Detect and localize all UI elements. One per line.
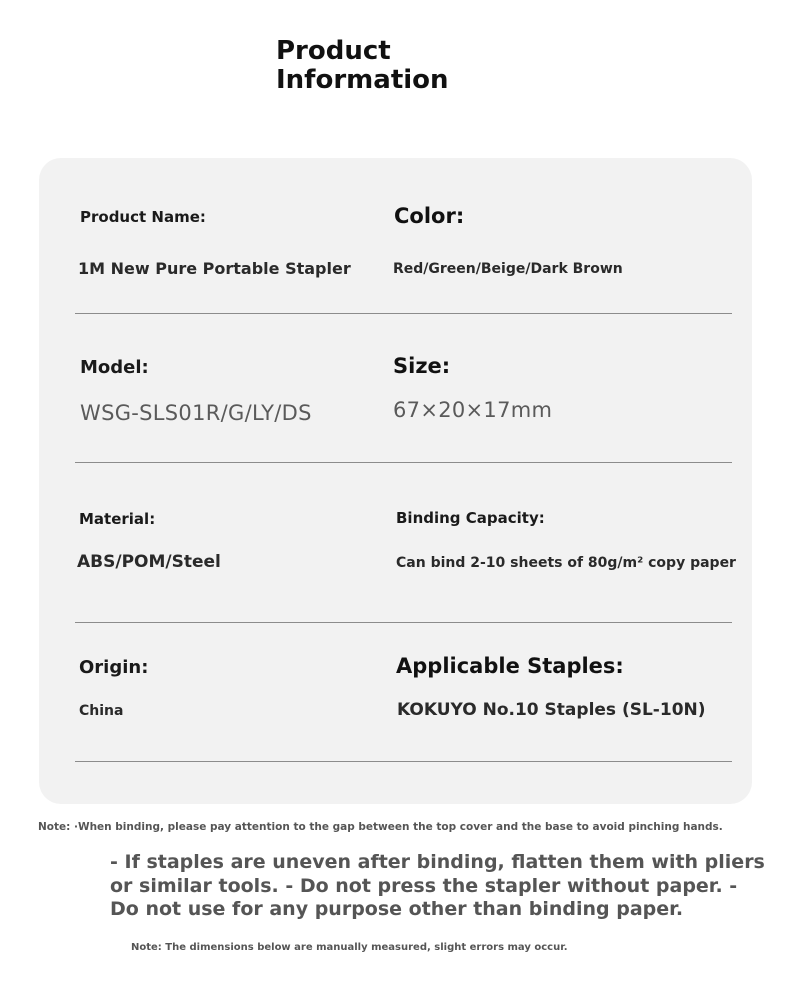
applicable-staples-value: KOKUYO No.10 Staples (SL-10N) bbox=[397, 700, 706, 720]
binding-note: Note: ·When binding, please pay attention to the gap between the top cover and the base to avoid pinching hands. bbox=[38, 821, 723, 833]
row-divider bbox=[75, 761, 732, 762]
model-label: Model: bbox=[80, 357, 149, 378]
binding-capacity-label: Binding Capacity: bbox=[396, 509, 545, 527]
binding-capacity-value: Can bind 2-10 sheets of 80g/m² copy paper bbox=[396, 555, 736, 571]
color-label: Color: bbox=[394, 204, 465, 228]
material-value: ABS/POM/Steel bbox=[77, 552, 221, 572]
product-name-label: Product Name: bbox=[80, 208, 206, 226]
page-title: Product Information bbox=[276, 36, 449, 95]
color-value: Red/Green/Beige/Dark Brown bbox=[393, 261, 623, 277]
row-divider bbox=[75, 313, 732, 314]
dimension-note: Note: The dimensions below are manually measured, slight errors may occur. bbox=[131, 942, 568, 953]
size-value: 67×20×17mm bbox=[393, 398, 553, 422]
applicable-staples-label: Applicable Staples: bbox=[396, 654, 624, 678]
size-label: Size: bbox=[393, 354, 451, 378]
product-name-value: 1M New Pure Portable Stapler bbox=[78, 259, 351, 278]
spec-card bbox=[39, 158, 752, 804]
row-divider bbox=[75, 622, 732, 623]
material-label: Material: bbox=[79, 510, 156, 528]
origin-value: China bbox=[79, 703, 124, 719]
usage-warnings: - If staples are uneven after binding, flatten them with pliers or similar tools. - Do not press the stapler without paper. - Do not use for any purpose other than binding paper. bbox=[110, 851, 765, 920]
row-divider bbox=[75, 462, 732, 463]
model-value: WSG-SLS01R/G/LY/DS bbox=[80, 401, 312, 425]
origin-label: Origin: bbox=[79, 657, 149, 678]
